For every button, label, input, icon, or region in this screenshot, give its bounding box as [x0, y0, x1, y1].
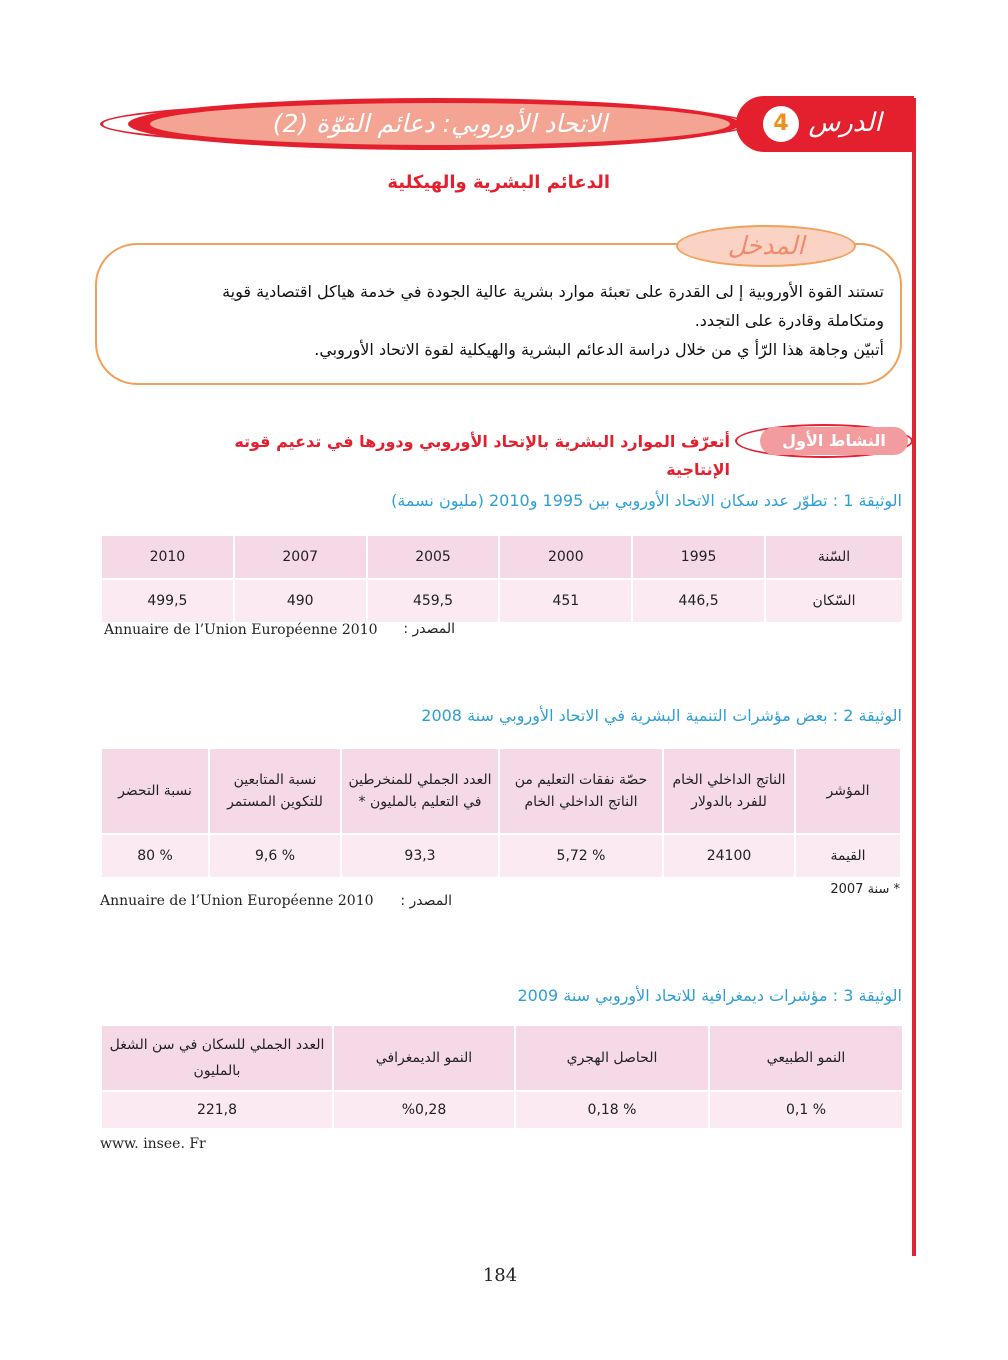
intro-line-2: ومتكاملة وقادرة على التجدد. [694, 311, 884, 330]
table-cell-header: القيمة [795, 834, 901, 878]
activity-pill: النشاط الأول [760, 427, 908, 455]
doc1-table [100, 534, 904, 624]
table-cell: نسبة التحضر [101, 748, 209, 834]
table-cell: 2010 [101, 535, 234, 579]
table-row [101, 1091, 903, 1129]
table-cell: 24100 [663, 834, 795, 878]
table-cell: 490 [234, 579, 367, 623]
table-row [101, 1025, 903, 1091]
intro-line-3: أتبيّن وجاهة هذا الرّأ ي من خلال دراسة الدعائم البشرية والهيكلية لقوة الاتحاد الأوروبي. [314, 340, 884, 359]
doc3-table [100, 1024, 904, 1130]
table-cell: % 0,1 [709, 1091, 903, 1129]
table-cell: % 9,6 [209, 834, 341, 878]
intro-label: المدخل [727, 231, 805, 260]
lesson-word: الدرس [808, 108, 882, 138]
doc2-table [100, 747, 902, 879]
source-text: Annuaire de l’Union Européenne 2010 [100, 893, 374, 909]
intro-text [108, 277, 884, 364]
table-cell: 1995 [632, 535, 765, 579]
table-cell: 221,8 [101, 1091, 333, 1129]
table-cell-header: النمو الطبيعي [709, 1025, 903, 1091]
table-cell: حصّة نفقات التعليم من الناتج الداخلي الخام [499, 748, 663, 834]
table-cell: 459,5 [367, 579, 500, 623]
section-subtitle: الدعائم البشرية والهيكلية [387, 172, 610, 193]
table-cell: 2007 [234, 535, 367, 579]
table-cell: % 0,18 [515, 1091, 709, 1129]
footnote: * سنة 2007 [830, 882, 900, 897]
source-url: www. insee. Fr [100, 1136, 206, 1152]
activity-title: أتعرّف الموارد البشرية بالإتحاد الأوروبي ودورها في تدعيم قوته الإنتاجية [234, 432, 730, 479]
table-cell: نسبة المتابعين للتكوين المستمر [209, 748, 341, 834]
table-row [101, 748, 901, 834]
intro-line-1: تستند القوة الأوروبية إ لى القدرة على تعبئة موارد بشرية عالية الجودة في خدمة هياكل اقتصادية قوية [222, 282, 884, 301]
table-cell: 499,5 [101, 579, 234, 623]
page-number: 184 [482, 1265, 518, 1286]
table-row [101, 535, 903, 579]
doc2-title: الوثيقة 2 : بعض مؤشرات التنمية البشرية في الاتحاد الأوروبي سنة 2008 [421, 706, 902, 725]
table-cell-header: النمو الديمغرافي [333, 1025, 515, 1091]
lesson-number-badge: 4 [763, 106, 799, 142]
lesson-title: الاتحاد الأوروبي: دعائم القوّة (2) [272, 109, 608, 138]
side-rule [912, 98, 916, 1256]
table-cell-header: السّنة [765, 535, 903, 579]
table-cell-header: العدد الجملي للسكان في سن الشغل بالمليون [101, 1025, 333, 1091]
source-label: المصدر : [400, 893, 452, 909]
table-row [101, 579, 903, 623]
table-cell: الناتج الداخلي الخام للفرد بالدولار [663, 748, 795, 834]
doc3-title: الوثيقة 3 : مؤشرات ديمغرافية للاتحاد الأوروبي سنة 2009 [517, 986, 902, 1005]
table-cell-header: الحاصل الهجري [515, 1025, 709, 1091]
source-label: المصدر : [403, 621, 455, 637]
table-cell: % 5,72 [499, 834, 663, 878]
table-cell: 2005 [367, 535, 500, 579]
table-cell: %0,28 [333, 1091, 515, 1129]
table-cell: العدد الجملي للمنخرطين في التعليم بالمليون * [341, 748, 499, 834]
table-row [101, 834, 901, 878]
table-cell: 446,5 [632, 579, 765, 623]
table-cell-header: المؤشر [795, 748, 901, 834]
table-cell: 93,3 [341, 834, 499, 878]
table-cell: 2000 [499, 535, 632, 579]
table-cell-header: السّكان [765, 579, 903, 623]
table-cell: 451 [499, 579, 632, 623]
source-text: Annuaire de l’Union Européenne 2010 [104, 622, 378, 638]
table-cell: % 80 [101, 834, 209, 878]
doc1-title: الوثيقة 1 : تطوّر عدد سكان الاتحاد الأوروبي بين 1995 و2010 (مليون نسمة) [391, 491, 902, 510]
